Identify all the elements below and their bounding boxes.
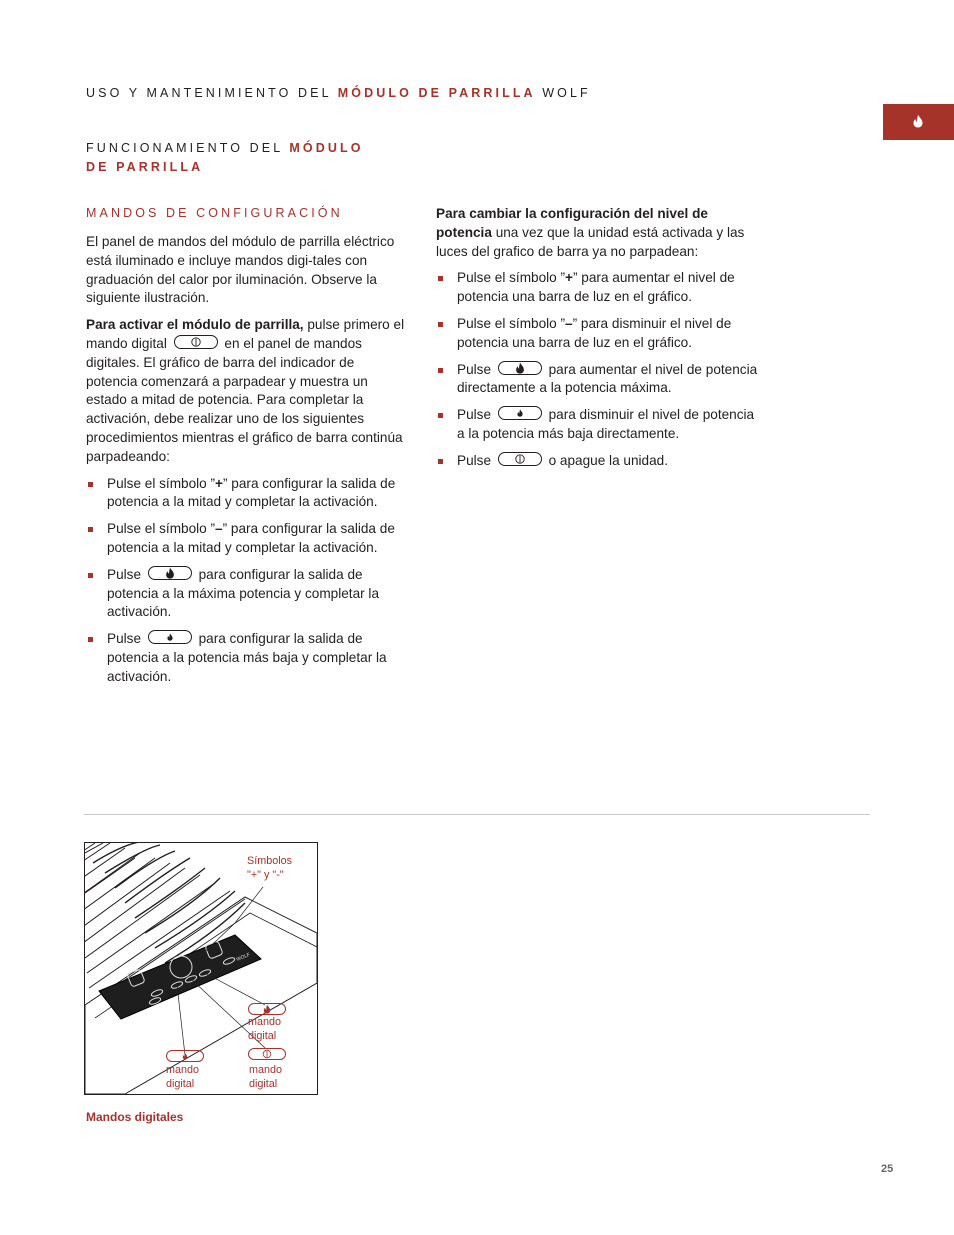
list-item bbox=[436, 406, 764, 444]
subsection-title: MANDOS DE CONFIGURACIÓN bbox=[86, 206, 343, 220]
activate-list bbox=[86, 475, 408, 687]
low-heat-button-icon bbox=[148, 630, 192, 644]
text: ” para aumentar el nivel de potencia una barra de luz en el gráfico. bbox=[457, 270, 735, 305]
text: o apague la unidad. bbox=[548, 452, 669, 468]
minus-symbol: – bbox=[565, 315, 573, 331]
power-button-icon bbox=[498, 452, 542, 466]
section-title-highlight-2: DE PARRILLA bbox=[86, 160, 204, 174]
control-panel-illustration bbox=[84, 842, 318, 1095]
section-title bbox=[86, 139, 364, 177]
change-paragraph bbox=[436, 205, 764, 261]
power-button-label-icon bbox=[248, 1048, 286, 1060]
flame-icon bbox=[912, 114, 924, 128]
low-heat-label bbox=[166, 1064, 199, 1091]
text: Pulse el símbolo ” bbox=[457, 270, 566, 286]
list-item bbox=[436, 361, 764, 399]
low-heat-label-line-2: digital bbox=[166, 1077, 195, 1090]
text: Pulse el símbolo ” bbox=[107, 475, 216, 491]
change-text: una vez que la unidad está activada y las luces del grafico de barra ya no parpadean: bbox=[436, 224, 745, 259]
running-header-highlight: MÓDULO DE PARRILLA bbox=[337, 86, 536, 100]
high-heat-button-icon bbox=[498, 361, 542, 375]
high-heat-label bbox=[248, 1016, 281, 1043]
text: Pulse bbox=[107, 631, 142, 647]
list-item bbox=[436, 315, 764, 353]
text: para configurar la salida de potencia a la potencia más baja y completar la activación. bbox=[107, 631, 387, 684]
change-bold: Para cambiar la configuración del nivel de potencia bbox=[436, 206, 708, 240]
text: ” para disminuir el nivel de potencia una barra de luz en el gráfico. bbox=[457, 315, 732, 350]
low-heat-label-line-1: mando bbox=[166, 1064, 200, 1076]
text: Pulse bbox=[457, 361, 492, 377]
text: Pulse bbox=[107, 566, 142, 582]
low-heat-button-label-icon bbox=[166, 1050, 204, 1062]
running-header-suffix: WOLF bbox=[542, 86, 591, 100]
text: ” para configurar la salida de potencia a la mitad y completar la activación. bbox=[107, 521, 395, 555]
page-number: 25 bbox=[881, 1163, 894, 1175]
text: Pulse el símbolo ” bbox=[107, 521, 216, 537]
text: para disminuir el nivel de potencia a la potencia más baja directamente. bbox=[457, 407, 755, 441]
text: ” para configurar la salida de potencia a la mitad y completar la activación. bbox=[107, 475, 396, 510]
list-item bbox=[86, 520, 408, 558]
left-column bbox=[86, 233, 408, 695]
section-title-highlight-1: MÓDULO bbox=[289, 141, 364, 155]
text: para configurar la salida de potencia a la máxima potencia y completar la activación. bbox=[107, 566, 380, 620]
panel-brand: WOLF bbox=[235, 951, 252, 963]
running-header bbox=[86, 86, 591, 100]
figure-caption: Mandos digitales bbox=[86, 1110, 184, 1124]
list-item bbox=[436, 269, 764, 307]
change-list bbox=[436, 269, 764, 470]
high-heat-button-label-icon bbox=[248, 1003, 286, 1015]
text: Pulse bbox=[457, 407, 492, 423]
activate-bold: Para activar el módulo de parrilla, bbox=[86, 317, 304, 333]
power-label-line-2: digital bbox=[249, 1077, 278, 1090]
intro-paragraph: El panel de mandos del módulo de parrilla eléctrico está iluminado e incluye mandos digi-tales con graduación del calor por iluminación. Observe la siguiente ilustración. bbox=[86, 234, 395, 306]
list-item bbox=[436, 452, 764, 471]
plus-symbol: + bbox=[565, 270, 573, 286]
text: para aumentar el nivel de potencia directamente a la potencia máxima. bbox=[457, 361, 758, 396]
low-heat-button-icon bbox=[498, 406, 542, 420]
activate-paragraph bbox=[86, 316, 408, 466]
list-item bbox=[86, 475, 408, 513]
symbols-label-line-2: "+" y "-" bbox=[247, 868, 284, 881]
section-divider bbox=[84, 814, 870, 815]
symbols-label bbox=[247, 855, 292, 882]
activate-text-a: pulse primero el mando digital bbox=[86, 317, 405, 351]
activate-text-b: en el panel de mandos digitales. El gráfico de barra del indicador de potencia comenzará a parpadear y muestra un estado a mitad de potencia. Para completar la activación, debe realizar uno de los siguientes procedimientos mientras el gráfico de barra continúa parpadeando: bbox=[86, 335, 403, 464]
right-column bbox=[436, 205, 764, 479]
plus-symbol: + bbox=[215, 475, 223, 491]
running-header-prefix: USO Y MANTENIMIENTO DEL bbox=[86, 86, 332, 100]
section-tab bbox=[883, 104, 954, 140]
high-heat-button-icon bbox=[148, 566, 192, 580]
power-label bbox=[249, 1064, 282, 1091]
section-title-prefix: FUNCIONAMIENTO DEL bbox=[86, 141, 283, 155]
list-item bbox=[86, 630, 408, 686]
high-heat-label-line-1: mando bbox=[248, 1016, 282, 1028]
text: Pulse el símbolo ” bbox=[457, 315, 566, 331]
list-item bbox=[86, 566, 408, 622]
symbols-label-line-1: Símbolos bbox=[247, 855, 293, 867]
high-heat-label-line-2: digital bbox=[248, 1029, 277, 1042]
power-label-line-1: mando bbox=[249, 1064, 283, 1076]
minus-symbol: – bbox=[215, 521, 223, 537]
power-button-icon bbox=[174, 335, 218, 349]
text: Pulse bbox=[457, 452, 492, 468]
